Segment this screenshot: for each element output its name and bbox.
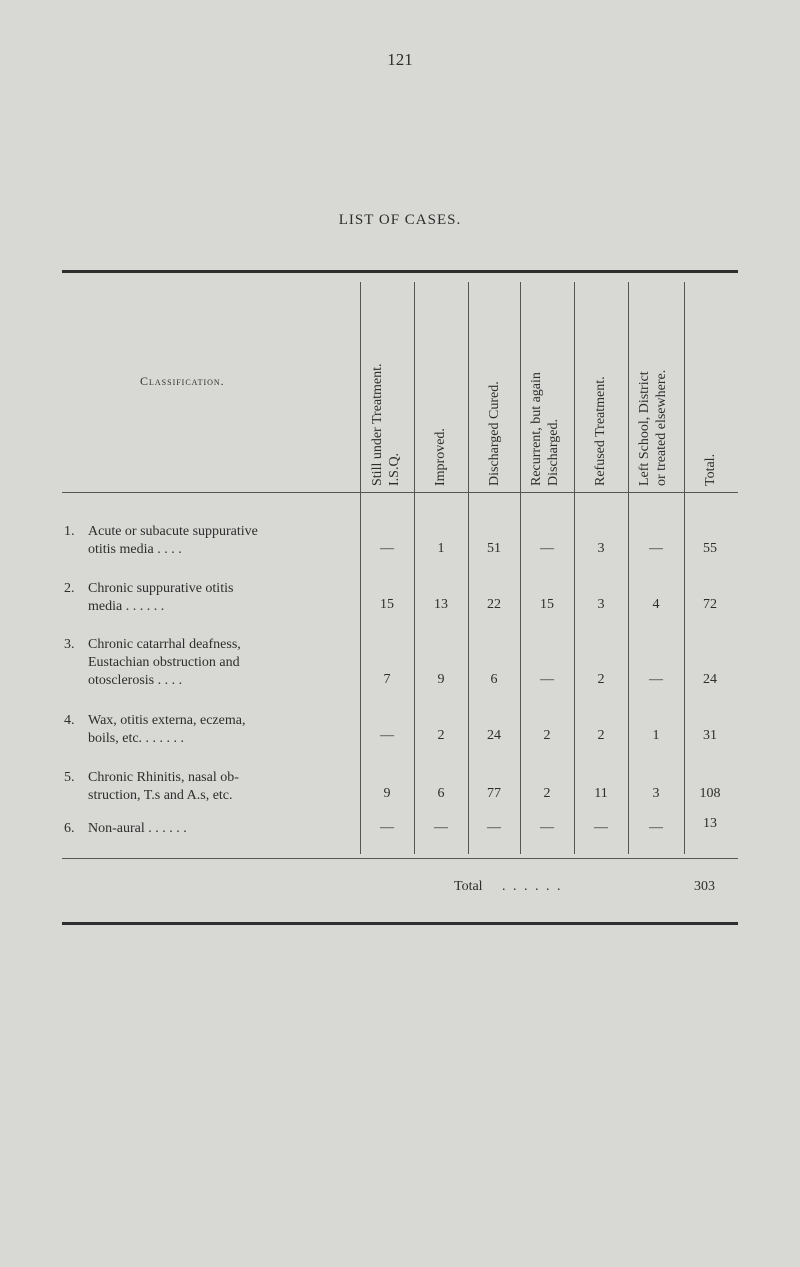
- table-cell: 2: [437, 728, 445, 743]
- column-header-refused-treatment: Refused Treatment.: [593, 376, 608, 486]
- table-cell: —: [380, 820, 394, 835]
- table-cell: —: [434, 820, 448, 835]
- column-header-still-under-treatment: Still under Treatment. I.S.Q.: [370, 363, 402, 486]
- total-value: 303: [694, 879, 715, 894]
- page-title: LIST OF CASES.: [338, 212, 462, 228]
- table-cell: —: [540, 820, 554, 835]
- table-cell: 2: [543, 728, 551, 743]
- table-cell: —: [540, 672, 554, 687]
- classification-header: Classification.: [140, 374, 225, 388]
- column-header-improved: Improved.: [433, 428, 448, 486]
- row-label: 2. Chronic suppurative otitis media . . . . . .: [64, 581, 234, 614]
- table-cell: 24: [703, 672, 717, 687]
- column-divider: [468, 282, 469, 854]
- table-cell: —: [649, 672, 663, 687]
- table-top-rule: [62, 270, 738, 273]
- table-cell: 2: [597, 672, 605, 687]
- table-cell: 6: [437, 786, 445, 801]
- column-header-recurrent: Recurrent, but again Discharged.: [529, 372, 561, 486]
- column-header-discharged-cured: Discharged Cured.: [487, 381, 502, 486]
- table-cell: 7: [383, 672, 391, 687]
- table-cell: 1: [437, 541, 445, 556]
- table-footer-rule: [62, 858, 738, 859]
- table-cell: 15: [380, 597, 394, 612]
- column-divider: [520, 282, 521, 854]
- column-divider: [360, 282, 361, 854]
- row-label: 4. Wax, otitis externa, eczema, boils, etc. . . . . . .: [64, 713, 246, 746]
- table-cell: 31: [703, 728, 717, 743]
- table-cell: 108: [699, 786, 721, 801]
- table-cell: 72: [703, 597, 717, 612]
- column-header-total: Total.: [703, 453, 718, 486]
- table-cell: 3: [597, 541, 605, 556]
- table-cell: 15: [540, 597, 554, 612]
- table-cell: —: [649, 820, 663, 835]
- table-bottom-rule: [62, 922, 738, 925]
- table-cell: —: [487, 820, 501, 835]
- column-divider: [628, 282, 629, 854]
- total-leader-dots: . . . . . .: [502, 879, 563, 894]
- row-label: 1. Acute or subacute suppurative otitis media . . . .: [64, 524, 258, 557]
- table-cell: 11: [594, 786, 608, 801]
- table-cell: 51: [487, 541, 501, 556]
- table-cell: 3: [652, 786, 660, 801]
- column-divider: [414, 282, 415, 854]
- table-cell: —: [649, 541, 663, 556]
- table-cell: 13: [703, 816, 717, 831]
- row-label: 6. Non-aural . . . . . .: [64, 821, 187, 836]
- page-number: 121: [387, 50, 413, 69]
- total-label: Total: [454, 879, 483, 894]
- table-cell: 3: [597, 597, 605, 612]
- table-cell: 4: [652, 597, 660, 612]
- table-cell: 9: [383, 786, 391, 801]
- table-cell: 22: [487, 597, 501, 612]
- table-cell: 77: [487, 786, 501, 801]
- table-cell: 6: [490, 672, 498, 687]
- table-cell: —: [380, 728, 394, 743]
- table-cell: 9: [437, 672, 445, 687]
- table-cell: —: [380, 541, 394, 556]
- table-cell: —: [594, 820, 608, 835]
- column-divider: [684, 282, 685, 854]
- row-label: 5. Chronic Rhinitis, nasal ob- struction, T.s and A.s, etc.: [64, 770, 239, 803]
- table-header-rule: [62, 492, 738, 493]
- column-header-left-school: Left School, District or treated elsewhere.: [637, 369, 669, 486]
- table-cell: 2: [543, 786, 551, 801]
- table-cell: 1: [652, 728, 660, 743]
- column-divider: [574, 282, 575, 854]
- table-cell: 55: [703, 541, 717, 556]
- table-cell: 13: [434, 597, 448, 612]
- row-label: 3. Chronic catarrhal deafness, Eustachian obstruction and otosclerosis . . . .: [64, 637, 241, 688]
- table-cell: 24: [487, 728, 501, 743]
- table-cell: 2: [597, 728, 605, 743]
- table-cell: —: [540, 541, 554, 556]
